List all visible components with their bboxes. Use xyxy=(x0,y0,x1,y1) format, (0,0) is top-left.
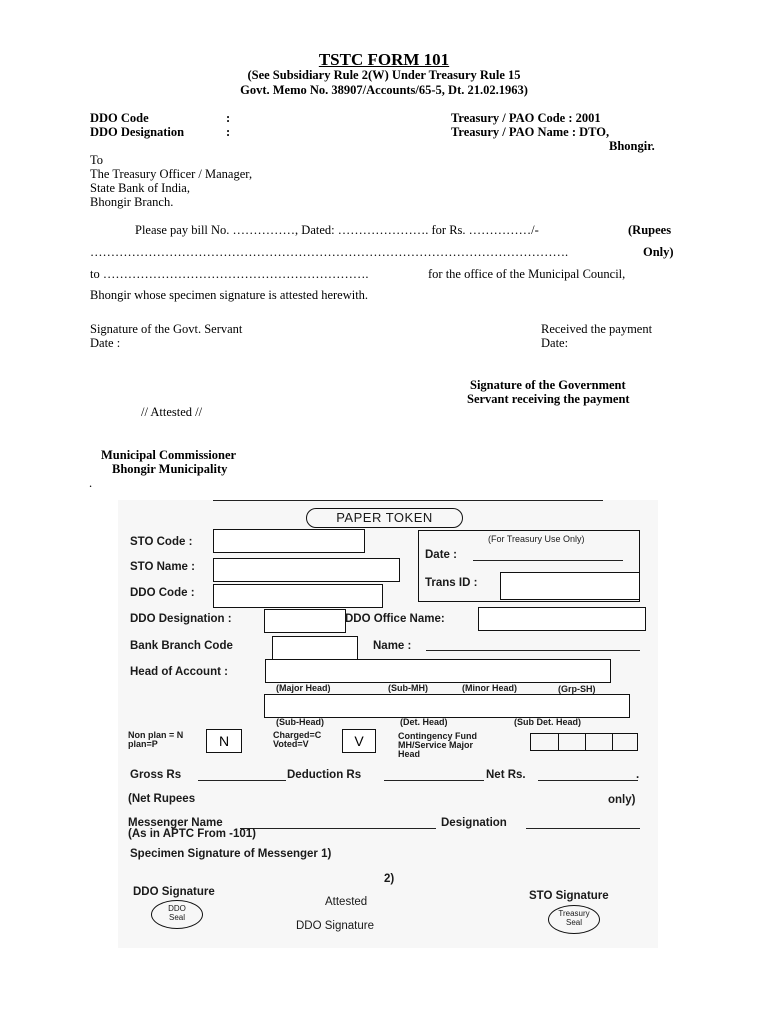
head-of-account-field[interactable] xyxy=(265,659,611,683)
bank-branch-code-field[interactable] xyxy=(272,636,358,660)
ddo-code-token-label: DDO Code : xyxy=(130,587,195,599)
receiver-signature-1: Signature of the Government xyxy=(470,378,626,392)
receiver-signature-2: Servant receiving the payment xyxy=(467,392,630,406)
gross-line[interactable] xyxy=(198,780,286,781)
as-in-aptc-note: (As in APTC From -101) xyxy=(128,828,257,840)
digit-divider xyxy=(558,733,559,750)
address-line-3: Bhongir Branch. xyxy=(90,195,174,209)
paper-token xyxy=(118,500,658,948)
charged-voted-box[interactable] xyxy=(342,729,376,753)
pay-bill-line: Please pay bill No. ……………, Dated: …………………. for Rs. ……………/- xyxy=(135,223,539,237)
head-of-account-label: Head of Account : xyxy=(130,666,228,678)
date-right: Date: xyxy=(541,336,569,350)
sub-det-head-caption: (Sub Det. Head) xyxy=(514,717,582,727)
charged-caption: Charged=C xyxy=(273,730,322,740)
voted-caption: Voted=V xyxy=(273,739,309,749)
name-line[interactable] xyxy=(426,650,640,651)
sto-code-field[interactable] xyxy=(213,529,365,553)
rupees-label: (Rupees xyxy=(628,223,672,237)
contingency-caption-2: MH/Service Major xyxy=(398,740,474,750)
address-line-2: State Bank of India, xyxy=(90,181,190,195)
net-rupees-label: (Net Rupees xyxy=(128,793,196,805)
attested-token-label: Attested xyxy=(325,896,368,908)
treasury-seal-line-1: Treasury xyxy=(558,909,590,918)
name-label: Name : xyxy=(373,640,412,652)
attestation-line: Bhongir whose specimen signature is attested herewith. xyxy=(90,288,369,302)
paper-token-heading: PAPER TOKEN xyxy=(336,510,433,525)
treasury-place: Bhongir. xyxy=(609,139,655,153)
commissioner-title: Municipal Commissioner xyxy=(101,448,237,462)
plan-type-value: N xyxy=(218,733,230,749)
net-line[interactable] xyxy=(538,780,638,781)
sto-name-label: STO Name : xyxy=(130,561,195,573)
ddo-seal xyxy=(151,900,203,929)
designation-label: Designation xyxy=(441,817,507,829)
ddo-designation-label: DDO Designation xyxy=(90,125,185,139)
ddo-signature-label: DDO Signature xyxy=(133,886,215,898)
ddo-signature-bottom: DDO Signature xyxy=(296,920,374,932)
messenger-name-label: Messenger Name xyxy=(128,817,223,829)
address-to: To xyxy=(90,153,104,167)
govt-servant-signature: Signature of the Govt. Servant xyxy=(90,322,243,336)
ddo-designation-colon: : xyxy=(226,125,231,139)
commissioner-municipality: Bhongir Municipality xyxy=(112,462,228,476)
date-left: Date : xyxy=(90,336,121,350)
contingency-caption-3: Head xyxy=(398,749,421,759)
messenger-name-line[interactable] xyxy=(240,828,436,829)
designation-line[interactable] xyxy=(526,828,640,829)
treasury-code: Treasury / PAO Code : 2001 xyxy=(451,111,601,125)
ddo-seal-line-2: Seal xyxy=(168,913,185,922)
ddo-office-name-field[interactable] xyxy=(478,607,646,631)
digit-divider xyxy=(612,733,613,750)
stray-dot: . xyxy=(89,476,93,490)
bank-branch-code-label: Bank Branch Code xyxy=(130,640,233,652)
trans-id-label: Trans ID : xyxy=(425,577,478,589)
form-title: TSTC FORM 101 xyxy=(318,50,450,69)
payee-line: to ………………………………………………………. xyxy=(90,267,369,281)
treasury-use-note: (For Treasury Use Only) xyxy=(488,534,585,544)
grp-sh-caption: (Grp-SH) xyxy=(558,684,596,694)
address-line-1: The Treasury Officer / Manager, xyxy=(90,167,253,181)
sto-name-field[interactable] xyxy=(213,558,400,582)
det-head-caption: (Det. Head) xyxy=(400,717,448,727)
rupees-dotted-line: ……………………………………………………………………………………………………. xyxy=(90,245,569,259)
sto-code-label: STO Code : xyxy=(130,536,193,548)
specimen-signature-2: 2) xyxy=(384,873,395,885)
gross-label: Gross Rs xyxy=(130,769,182,781)
contingency-caption-1: Contingency Fund xyxy=(398,731,477,741)
ddo-code-label: DDO Code xyxy=(90,111,149,125)
only-token-label: only) xyxy=(608,794,636,806)
deduction-line[interactable] xyxy=(384,780,484,781)
contingency-digit-boxes[interactable] xyxy=(530,733,638,751)
net-dot: . xyxy=(636,769,640,781)
plan-caption: plan=P xyxy=(128,739,158,749)
major-head-caption: (Major Head) xyxy=(276,683,331,693)
office-line: for the office of the Municipal Council, xyxy=(428,267,626,281)
trans-id-field[interactable] xyxy=(500,572,640,600)
paper-token-heading-pill xyxy=(306,508,463,528)
specimen-signature-label: Specimen Signature of Messenger 1) xyxy=(130,848,332,860)
deduction-label: Deduction Rs xyxy=(287,769,362,781)
received-payment: Received the payment xyxy=(541,322,653,336)
digit-divider xyxy=(585,733,586,750)
sub-mh-caption: (Sub-MH) xyxy=(388,683,428,693)
minor-head-caption: (Minor Head) xyxy=(462,683,517,693)
treasury-date-line[interactable] xyxy=(473,560,623,561)
plan-type-box[interactable] xyxy=(206,729,242,753)
ddo-designation-field[interactable] xyxy=(264,609,346,633)
sub-head-caption: (Sub-Head) xyxy=(276,717,324,727)
sto-signature-label: STO Signature xyxy=(529,890,609,902)
non-plan-caption: Non plan = N xyxy=(128,730,184,740)
treasury-seal xyxy=(548,905,600,934)
form-subtitle-memo: Govt. Memo No. 38907/Accounts/65-5, Dt. 21.02.1963) xyxy=(240,83,528,97)
ddo-designation-token-label: DDO Designation : xyxy=(130,613,232,625)
charged-voted-value: V xyxy=(354,733,364,749)
net-rupees-line[interactable] xyxy=(213,500,603,501)
ddo-office-name-label: DDO Office Name: xyxy=(345,613,445,625)
treasury-seal-line-2: Seal xyxy=(565,918,582,927)
form-subtitle-rule: (See Subsidiary Rule 2(W) Under Treasury Rule 15 xyxy=(247,68,521,82)
net-label: Net Rs. xyxy=(486,769,526,781)
treasury-name: Treasury / PAO Name : DTO, xyxy=(451,125,610,139)
ddo-seal-line-1: DDO xyxy=(168,904,186,913)
treasury-date-label: Date : xyxy=(425,549,457,561)
ddo-code-colon: : xyxy=(226,111,231,125)
attested-label: // Attested // xyxy=(141,405,203,419)
only-label: Only) xyxy=(643,245,674,259)
sub-head-field[interactable] xyxy=(264,694,630,718)
ddo-code-token-field[interactable] xyxy=(213,584,383,608)
